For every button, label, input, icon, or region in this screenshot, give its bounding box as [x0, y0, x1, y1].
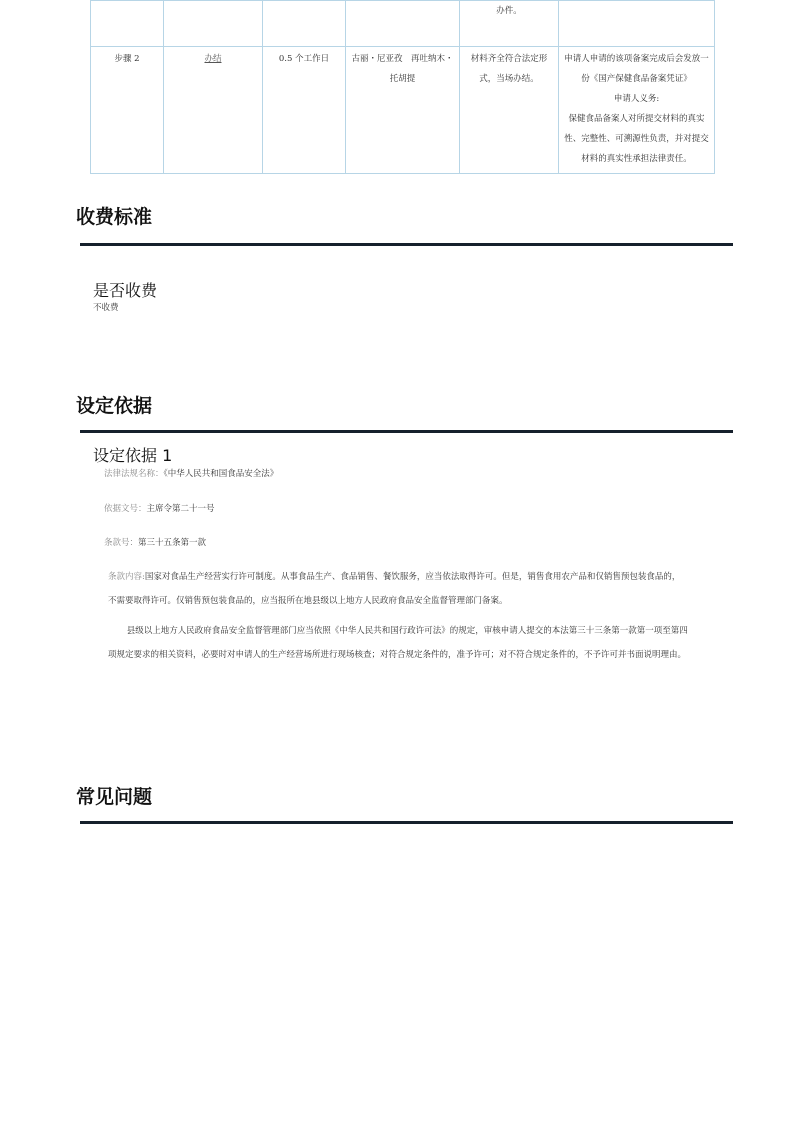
step-number: 步骤 2: [114, 54, 140, 64]
table-cell: [91, 1, 164, 47]
process-steps-table: [90, 0, 715, 174]
fee-section-heading: 收费标准: [76, 206, 153, 228]
step-result-cell: [559, 47, 715, 174]
fee-value: 不收费: [93, 303, 119, 313]
basis-subheading: 设定依据 1: [93, 446, 173, 465]
step-time-cell: [263, 47, 346, 174]
table-cell: [346, 1, 460, 47]
law-name-row: [104, 467, 278, 479]
clause-content-paragraph-2: 县级以上地方人民政府食品安全监督管理部门应当依照《中华人民共和国行政许可法》的规定，审核申请人提交的本法第三十三条第一款第一项至第四项规定要求的相关资料，必要时对申请人的生产经营场所进行现场核查；对符合规定条件的，准予许可；对不符合规定条件的，不予许可并书面说明理由。: [108, 626, 688, 660]
step-standard: 材料齐全符合法定形式，当场办结。: [470, 54, 548, 84]
section-divider: [80, 243, 733, 246]
table-cell: [263, 1, 346, 47]
step-standard-cell: [460, 47, 559, 174]
step-handler: 古丽・尼亚孜 再吐纳木・托胡提: [351, 54, 454, 84]
step-name-link[interactable]: 办结: [204, 54, 222, 64]
doc-number-value: 主席令第二十一号: [146, 504, 215, 514]
section-divider: [80, 430, 733, 433]
cell-text: 办件。: [496, 6, 522, 16]
law-name-label: 法律法规名称：: [104, 469, 164, 479]
clause-content-paragraph: [108, 565, 688, 613]
step-handler-cell: [346, 47, 460, 174]
step-result-line: 申请人申请的该项备案完成后会发放一份《国产保健食品备案凭证》: [564, 54, 709, 84]
clause-number-value: 第三十五条第一款: [138, 538, 207, 548]
doc-number-label: 依据文号：: [104, 504, 147, 514]
clause-content-text: 国家对食品生产经营实行许可制度。从事食品生产、食品销售、餐饮服务，应当依法取得许可。但是，销售食用农产品和仅销售预包装食品的，不需要取得许可。仅销售预包装食品的，应当报所在地县级以上地方人民政府食品安全监督管理部门备案。: [108, 572, 681, 606]
step-number-cell: [91, 47, 164, 174]
section-divider: [80, 821, 733, 824]
fee-subheading: 是否收费: [93, 281, 158, 300]
step-time: 0.5 个工作日: [278, 54, 330, 64]
faq-section-heading: 常见问题: [76, 786, 153, 808]
step-result-line: 申请人义务:: [613, 94, 660, 104]
step-result-line: 保健食品备案人对所提交材料的真实性、完整性、可溯源性负责，并对提交材料的真实性承担法律责任。: [564, 114, 709, 164]
table-cell: [559, 1, 715, 47]
basis-section-heading: 设定依据: [76, 395, 153, 417]
table-cell: [460, 1, 559, 47]
step-link-cell: [164, 47, 263, 174]
clause-content-label: 条款内容:: [108, 572, 145, 582]
table-cell: [164, 1, 263, 47]
clause-number-label: 条款号：: [104, 538, 139, 548]
law-name-value: 《中华人民共和国食品安全法》: [163, 469, 279, 479]
clause-number-row: [104, 536, 206, 548]
table-row: [91, 1, 715, 47]
doc-number-row: [104, 502, 215, 514]
table-row: [91, 47, 715, 174]
